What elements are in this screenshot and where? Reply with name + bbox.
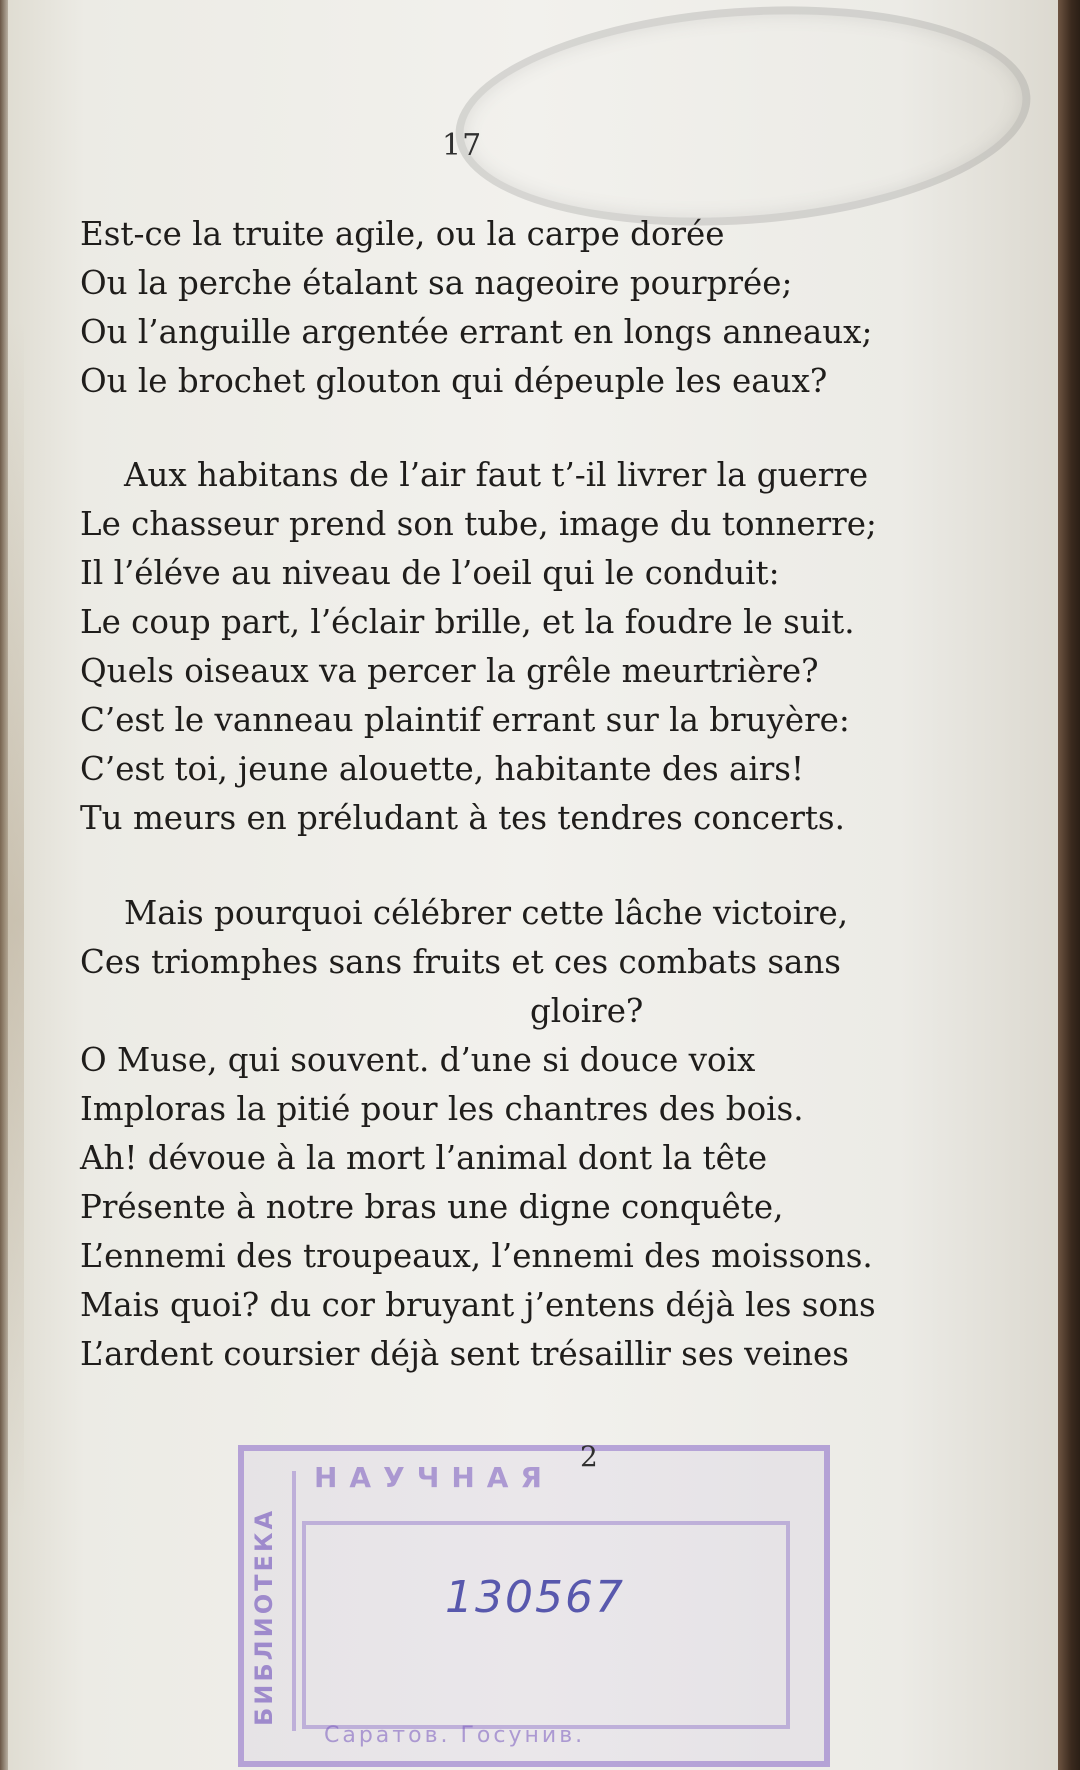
faded-stamp-oval bbox=[448, 0, 1038, 244]
stanza-gap bbox=[80, 406, 880, 451]
verse-line: Ou la perche étalant sa nageoire pourprée; bbox=[80, 264, 793, 302]
verse-line: Il l’éléve au niveau de l’oeil qui le conduit: bbox=[80, 554, 780, 592]
verse-line: Ces triomphes sans fruits et ces combats sans bbox=[80, 943, 841, 981]
poem-text bbox=[80, 210, 880, 1379]
verse-line: C’est toi, jeune alouette, habitante des airs! bbox=[80, 750, 805, 788]
stanza-3 bbox=[80, 889, 880, 1379]
stamp-side-label: БИБЛИОТЕКА bbox=[248, 1471, 296, 1731]
verse-line: Ou l’anguille argentée errant en longs anneaux; bbox=[80, 313, 873, 351]
book-spine bbox=[1058, 0, 1080, 1770]
verse-line: Présente à notre bras une digne conquête, bbox=[80, 1188, 784, 1226]
verse-line: Ou le brochet glouton qui dépeuple les eaux? bbox=[80, 362, 828, 400]
verse-line-continuation: gloire? bbox=[530, 992, 644, 1030]
verse-line: Quels oiseaux va percer la grêle meurtrière? bbox=[80, 652, 819, 690]
verse-line: Le chasseur prend son tube, image du tonnerre; bbox=[80, 505, 877, 543]
verse-line: Tu meurs en préludant à tes tendres concerts. bbox=[80, 799, 845, 837]
stamp-title: НАУЧНАЯ bbox=[314, 1461, 554, 1494]
verse-line: Mais pourquoi célébrer cette lâche victoire, bbox=[124, 894, 849, 932]
stanza-gap bbox=[80, 843, 880, 889]
stanza-1 bbox=[80, 210, 880, 406]
verse-line: Mais quoi? du cor bruyant j’entens déjà les sons bbox=[80, 1286, 876, 1324]
page-number: 17 bbox=[442, 128, 483, 163]
verse-line: L’ennemi des troupeaux, l’ennemi des moissons. bbox=[80, 1237, 873, 1275]
verse-line: Aux habitans de l’air faut t’-il livrer la guerre bbox=[124, 456, 869, 494]
verse-line: Est-ce la truite agile, ou la carpe dorée bbox=[80, 215, 725, 253]
verse-line: L’ardent coursier déjà sent trésaillir ses veines bbox=[80, 1335, 849, 1373]
verse-line: Le coup part, l’éclair brille, et la foudre le suit. bbox=[80, 603, 855, 641]
signature-mark: 2 bbox=[580, 1440, 598, 1473]
paper-stain bbox=[0, 320, 24, 1520]
verse-line: Ah! dévoue à la mort l’animal dont la tête bbox=[80, 1139, 768, 1177]
verse-line: Imploras la pitié pour les chantres des bois. bbox=[80, 1090, 804, 1128]
stamp-inner-frame bbox=[302, 1521, 790, 1729]
stamp-footer: Саратов. Госунив. bbox=[324, 1723, 586, 1748]
verse-line: O Muse, qui souvent. d’une si douce voix bbox=[80, 1041, 756, 1079]
stanza-2 bbox=[80, 451, 880, 843]
verse-line: C’est le vanneau plaintif errant sur la bruyère: bbox=[80, 701, 850, 739]
catalog-number: 130567 bbox=[445, 1572, 625, 1623]
